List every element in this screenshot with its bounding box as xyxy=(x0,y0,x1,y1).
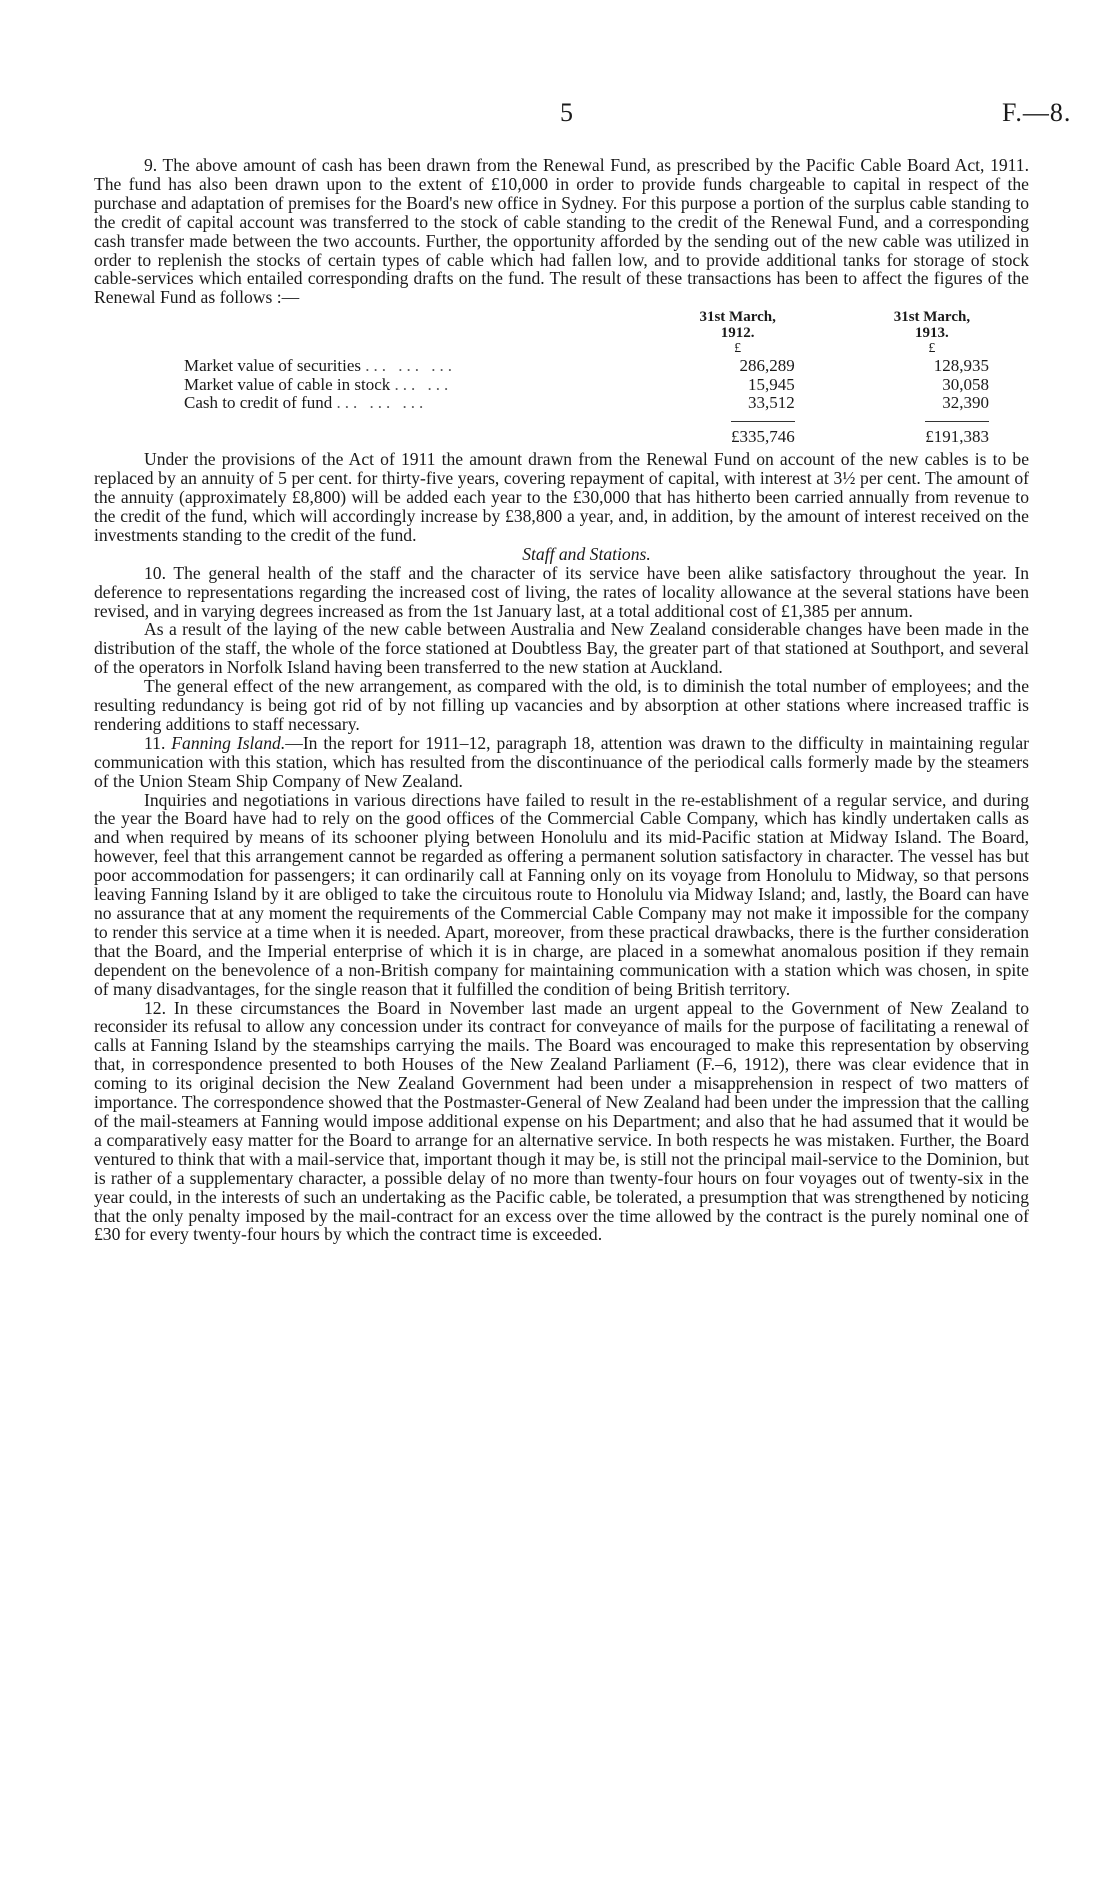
col-1912-header-line2: 1912. xyxy=(720,325,755,342)
row-label: Market value of cable in stock xyxy=(184,374,391,394)
leader-dots: ... ... xyxy=(394,374,453,394)
col-1912-header-line1: 31st March, xyxy=(699,309,776,326)
total-1913: £191,383 xyxy=(925,421,989,447)
table-total-row xyxy=(94,413,1029,447)
leader-dots: ... ... ... xyxy=(336,393,428,413)
table-unit-row xyxy=(94,341,1029,357)
document-body xyxy=(94,156,1029,1244)
paragraph-12: 12. In these circumstances the Board in November last made an urgent appeal to the Government of New Zealand to reconsider its refusal to allow any concession under its contract for conveyance of mails for the purpose of facilitating a renewal of calls at Fanning Island by the steamships carrying the mails. The Board was encouraged to make this representation by observing that, in correspondence presented to both Houses of the New Zealand Parliament (F.–6, 1912), there was clear evidence that in coming to its original decision the New Zealand Government had been under a misapprehension in respect of two matters of importance. The correspondence showed that the Postmaster-General of New Zealand had been under the impression that the calling of the mail-steamers at Fanning would impose additional expense on his Department; and also that he had assumed that it would be a comparatively easy matter for the Board to arrange for an alternative service. In both respects he was mistaken. Further, the Board ventured to think that with a mail-service that, important though it may be, is still not the principal mail-service to the Dominion, but is rather of a supplementary character, a possible delay of no more than twenty-four hours on four voyages out of twenty-six in the year could, in the interests of such an undertaking as the Pacific cable, be tolerated, a presumption that was strengthened by noticing that the only penalty imposed by the mail-contract for an excess over the time allowed by the contract is the purely nominal one of £30 for every twenty-four hours by which the contract time is exceeded. xyxy=(94,997,1029,1245)
paragraph-staff-effect: The general effect of the new arrangement, as compared with the old, is to diminish the total number of employees; and the resulting redundancy is being got rid of by not filling up vacancies and by absorption at other stations where increased traffic is rendering additions to staff necessary. xyxy=(94,676,1029,734)
paragraph-11 xyxy=(94,734,1029,791)
para11-number: 11. xyxy=(144,732,172,753)
para11-text: —In the report for 1911–12, paragraph 18, attention was drawn to the difficulty in maintaining regular communication with this station, which has resulted from the discontinuance of the periodical calls formerly made by the steamers of the Union Steam Ship Company of New Zealand. xyxy=(94,732,1029,791)
value-1912: 15,945 xyxy=(748,374,795,394)
col-1912-header xyxy=(641,309,835,341)
paragraph-annuity: Under the provisions of the Act of 1911 the amount drawn from the Renewal Fund on account of the new cables is to be replaced by an annuity of 5 per cent. for thirty-five years, covering repayment of capital, with interest at 3½ per cent. The amount of the annuity (approximately £8,800) will be added each year to the £30,000 that has hitherto been carried annually from revenue to the credit of the fund, which will accordingly increase by £38,800 a year, and, in addition, by the amount of interest received on the investments standing to the credit of the fund. xyxy=(94,449,1029,545)
col-1913-header-line1: 31st March, xyxy=(893,309,971,326)
table-row xyxy=(94,394,1029,413)
table-row xyxy=(94,376,1029,395)
value-1913: 32,390 xyxy=(942,393,989,413)
col-1913-header xyxy=(835,309,1029,341)
page-number: 5 xyxy=(560,98,573,127)
col-1913-header-line2: 1913. xyxy=(915,325,949,342)
value-1912: 33,512 xyxy=(748,393,795,413)
table-header-row xyxy=(94,309,1029,341)
para11-title: Fanning Island. xyxy=(171,732,286,753)
table-row xyxy=(94,357,1029,376)
paragraph-inquiries: Inquiries and negotiations in various directions have failed to result in the re-establishment of a regular service, and during the year the Board have had to rely on the good offices of the Commercial Cable Company, which has kindly undertaken calls as and when required by means of its schooner plying between Honolulu and its mid-Pacific station at Midway Island. The Board, however, feel that this arrangement cannot be regarded as offering a permanent solution satisfactory in character. The vessel has but poor accommodation for passengers; it can ordinarily call at Fanning only on its voyage from Honolulu to Midway, so that persons leaving Fanning Island by it are obliged to take the circuitous route to Honolulu via Midway Island; and, lastly, the Board can have no assurance that at any moment the requirements of the Commercial Cable Company may not make it impossible for the company to render this service at a time when it is needed. Apart, moreover, from these practical drawbacks, there is the further consideration that the Board, and the Imperial enterprise of which it is in charge, are placed in a somewhat anomalous position if they remain dependent on the benevolence of a non-British company for maintaining communication with a station which was chosen, in spite of many disadvantages, for the single reason that it fulfilled the condition of being British territory. xyxy=(94,789,1029,999)
row-label: Cash to credit of fund xyxy=(184,393,333,413)
section-heading: Staff and Stations. xyxy=(522,543,651,564)
col-1913-unit: £ xyxy=(928,341,936,357)
document-reference: F.—8. xyxy=(1002,98,1072,127)
paragraph-staff-changes: As a result of the laying of the new cable between Australia and New Zealand considerable changes have been made in the distribution of the staff, the whole of the force stationed at Doubtless Bay, the greater part of that stationed at Southport, and several of the operators in Norfolk Island having been transferred to the new station at Auckland. xyxy=(94,619,1029,678)
value-1913: 30,058 xyxy=(942,374,989,394)
value-1912: 286,289 xyxy=(739,356,795,376)
paragraph-10: 10. The general health of the staff and the character of its service have been alike satisfactory throughout the year. In deference to representations regarding the increased cost of living, the rates of locality allowance at the several stations have been revised, and in varying degrees increased as from the 1st January last, at a total additional cost of £1,385 per annum. xyxy=(94,562,1029,621)
total-1912: £335,746 xyxy=(731,421,795,447)
renewal-fund-table xyxy=(94,309,1029,446)
leader-dots: ... ... ... xyxy=(365,356,457,376)
paragraph-9: 9. The above amount of cash has been drawn from the Renewal Fund, as prescribed by the Pacific Cable Board Act, 1911. The fund has also been drawn upon to the extent of £10,000 in order to provide funds chargeable to capital in respect of the purchase and adaptation of premises for the Board's new office in Sydney. For this purpose a portion of the surplus cable standing to the credit of capital account was transferred to the stock of cable standing to the credit of the Renewal Fund, and a corresponding cash transfer made between the two accounts. Further, the opportunity afforded by the sending out of the new cable was utilized in order to replenish the stocks of certain types of cable which had fallen low, and to provide additional tanks for storage of stock cable-services which entailed corresponding drafts on the fund. The result of these transactions has been to affect the figures of the Renewal Fund as follows :— xyxy=(94,155,1029,308)
value-1913: 128,935 xyxy=(933,356,989,376)
col-1912-unit: £ xyxy=(734,341,742,357)
row-label: Market value of securities xyxy=(184,356,362,376)
